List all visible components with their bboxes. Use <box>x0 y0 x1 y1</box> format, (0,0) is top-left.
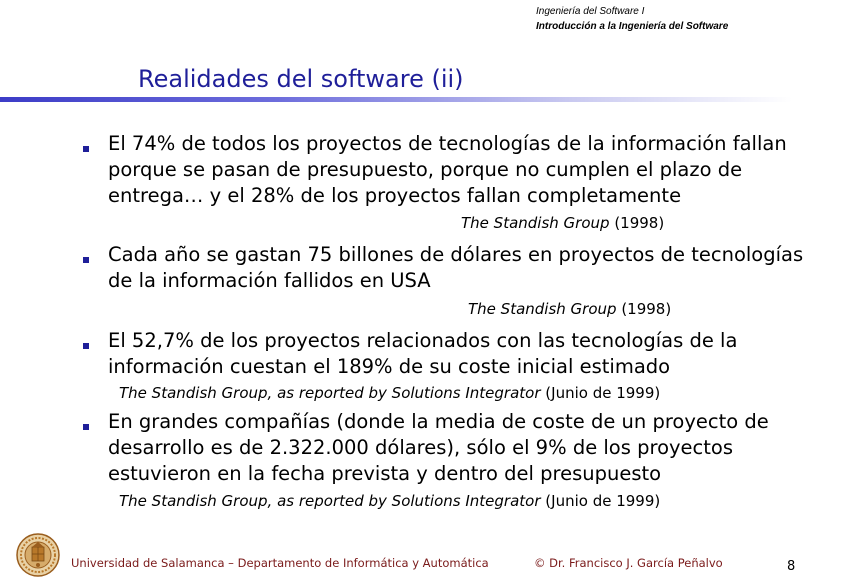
university-seal-icon <box>16 533 60 577</box>
citation <box>468 299 671 319</box>
citation <box>119 491 660 511</box>
citation-source: The Standish Group, as reported by Solutions Integrator <box>119 492 541 510</box>
citation-source: The Standish Group <box>461 214 610 232</box>
list-item-text: El 74% de todos los proyectos de tecnologías de la información fallan porque se pasan de presupuesto, porque no cumplen el plazo de entrega… y el 28% de los proyectos fallan completamente <box>108 132 787 207</box>
citation <box>461 213 664 233</box>
square-bullet-icon <box>83 343 89 349</box>
page-number: 8 <box>787 559 796 574</box>
citation-date: (1998) <box>616 300 672 318</box>
course-topic: Introducción a la Ingeniería del Software <box>536 21 729 32</box>
citation-date: (Junio de 1999) <box>540 384 661 402</box>
course-header <box>536 4 728 34</box>
square-bullet-icon <box>83 424 89 430</box>
list-item-text: Cada año se gastan 75 billones de dólares en proyectos de tecnologías de la información fallidos en USA <box>108 243 804 292</box>
course-name: Ingeniería del Software I <box>536 6 645 17</box>
citation-source: The Standish Group <box>468 300 617 318</box>
slide-title: Realidades del software (ii) <box>138 65 464 93</box>
footer-institution: Universidad de Salamanca – Departamento de Informática y Automática <box>71 556 489 570</box>
citation-date: (1998) <box>609 214 665 232</box>
citation <box>119 383 660 403</box>
title-divider <box>0 97 792 102</box>
list-item-text: El 52,7% de los proyectos relacionados con las tecnologías de la información cuestan el 189% de su coste inicial estimado <box>108 329 738 378</box>
square-bullet-icon <box>83 257 89 263</box>
list-item-text: En grandes compañías (donde la media de coste de un proyecto de desarrollo es de 2.322.000 dólares), sólo el 9% de los proyectos estuvieron en la fecha prevista y dentro del presupuesto <box>108 410 769 485</box>
citation-date: (Junio de 1999) <box>540 492 661 510</box>
footer-author: © Dr. Francisco J. García Peñalvo <box>534 556 723 570</box>
citation-source: The Standish Group, as reported by Solutions Integrator <box>119 384 541 402</box>
square-bullet-icon <box>83 146 89 152</box>
